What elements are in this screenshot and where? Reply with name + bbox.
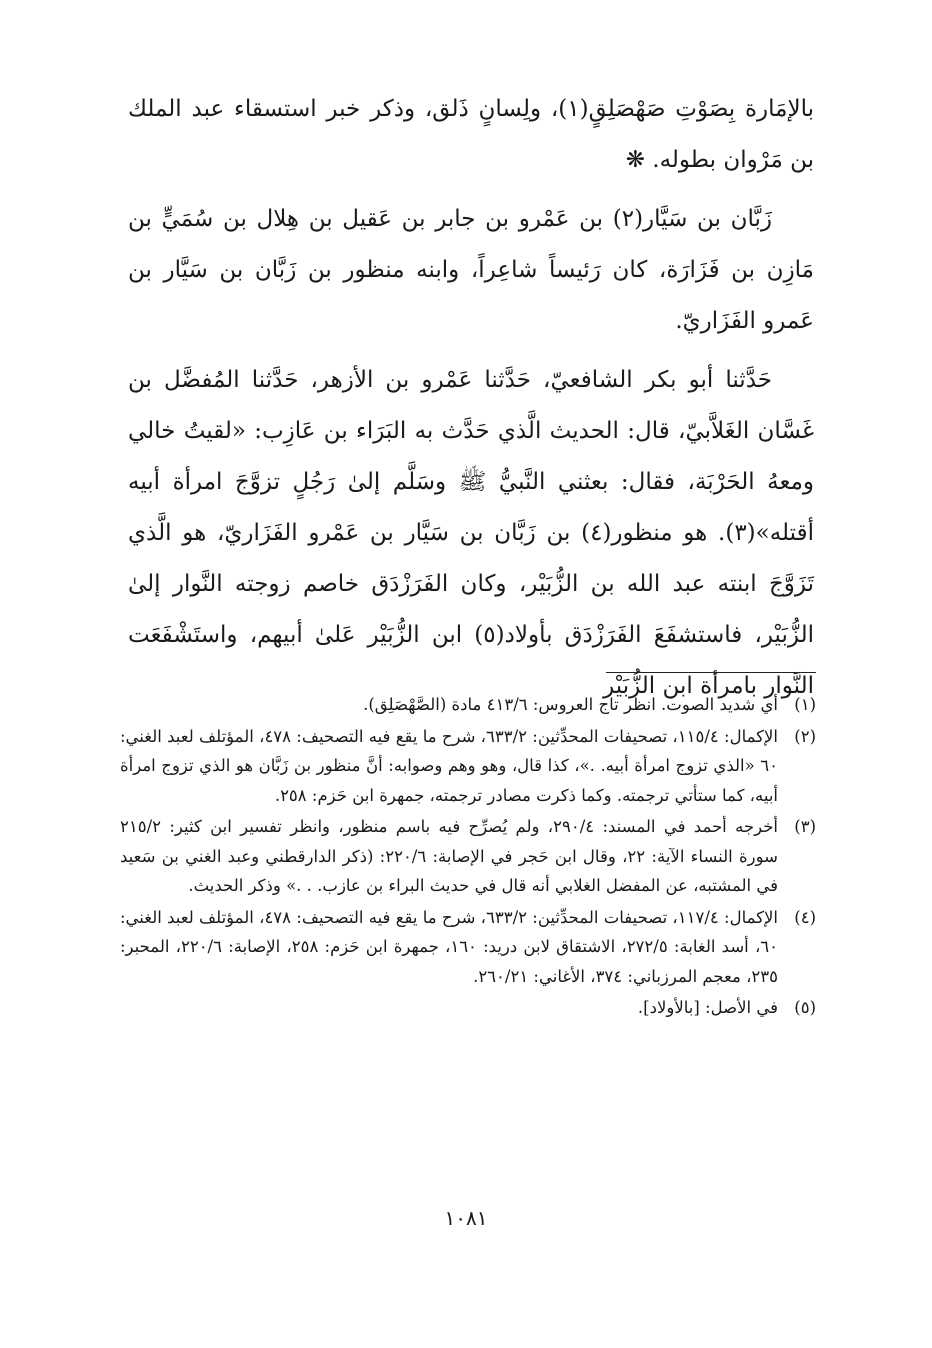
- footnote-number: (١): [794, 695, 816, 714]
- main-text: [128, 84, 814, 720]
- footnote-text: الإكمال: ١١٧/٤، تصحيفات المحدِّثين: ٦٣٣/٢، شرح ما يقع فيه التصحيف: ٤٧٨، المؤتلف لعبد الغني: ٦٠، أسد الغابة: ٢٧٢/٥، الاشتقاق لابن دريد: ١٦٠، جمهرة ابن حَزم: ٢٥٨، الإصابة: ٢٢٠/٦، المحبر: ٢٣٥، معجم المرزباني: ٣٧٤، الأغاني: ٢٦٠/٢١.: [120, 907, 779, 986]
- paragraph-hadith: حَدَّثنا أبو بكر الشافعيّ، حَدَّثنا عَمْرو بن الأزهر، حَدَّثنا المُفضَّل بن غَسَّان الغَلاَّبيّ، قال: الحديث الَّذي حَدَّث به البَرَاء بن عَازِب: «لقيتُ خالي ومعهُ الحَرْبَة، فقال: بعثني النَّبيُّ ﷺ وسَلَّم إلىٰ رَجُلٍ تزوَّجَ امرأة أبيه أقتله»(٣). هو منظور(٤) بن زَبَّان بن سَيَّار بن عَمْرو الفَزَاريّ، هو الَّذي تَزَوَّجَ ابنته عبد الله بن الزُّبَيْر، وكان الفَرَزْدَق خاصم زوجته النَّوار إلىٰ الزُّبَيْر، فاستشفَعَ الفَرَزْدَق بأولاد(٥) ابن الزُّبَيْر عَلىٰ أبيهم، واستَشْفَعَت النَّوار بامرأة ابن الزُّبَيْر: [128, 367, 814, 699]
- paragraph-zabban-entry: زَبَّان بن سَيَّار(٢) بن عَمْرو بن جابر بن عَقيل بن هِلال بن سُمَيٍّ بن مَازِن بن فَزَارَة، كان رَئيساً شاعِراً، وابنه منظور بن زَبَّان بن سَيَّار بن عَمرو الفَزَاريّ.: [128, 206, 814, 334]
- footnote-number: (٣): [794, 817, 816, 836]
- footnote-text: أي شديد الصوت. انظر تاج العروس: ٤١٣/٦ مادة (الصَّهْصَلِق).: [363, 695, 778, 714]
- footnote-5: [120, 993, 816, 1023]
- footnote-text: الإكمال: ١١٥/٤، تصحيفات المحدِّثين: ٦٣٣/٢، شرح ما يقع فيه التصحيف: ٤٧٨، المؤتلف لعبد الغني: ٦٠ «الذي تزوج امرأة أبيه. .»، كذا قال، وهو وهم وصوابه: أنَّ منظور بن زَبَّان هو الذي تزوج امرأة أبيه، كما ستأتي ترجمته. وكما ذكرت مصادر ترجمته، جمهرة ابن حَزم: ٢٥٨.: [120, 726, 779, 805]
- footnote-text: أخرجه أحمد في المسند: ٢٩٠/٤، ولم يُصرِّح فيه باسم منظور، وانظر تفسير ابن كثير: ٢١٥/٢ سورة النساء الآية: ٢٢، وقال ابن حَجر في الإصابة: ٢٢٠/٦: (ذكر الدارقطني وعبد الغني بن سَعيد في المشتبه، عن المفضل الغلابي أنه قال في حديث البراء بن عازب. . .» وذكر الحديث.: [120, 817, 779, 895]
- footnote-separator: [606, 672, 816, 673]
- footnote-number: (٤): [794, 907, 816, 927]
- footnote-number: (٢): [794, 726, 816, 746]
- footnote-1: [120, 690, 816, 720]
- footnote-2: [120, 722, 816, 811]
- paragraph-continuation: بالإمَارة بِصَوْتِ صَهْصَلِقٍ(١)، ولِسانٍ ذَلق، وذكر خبر استسقاء عبد الملك بن مَرْوان بطوله. ❋: [128, 96, 814, 173]
- page-number: ١٠٨١: [444, 1206, 488, 1230]
- footnote-text: في الأصل: [بالأولاد].: [637, 998, 778, 1017]
- footnote-number: (٥): [794, 998, 816, 1017]
- footnotes: [120, 690, 816, 1025]
- footnote-4: [120, 903, 816, 992]
- footnote-3: [120, 812, 816, 901]
